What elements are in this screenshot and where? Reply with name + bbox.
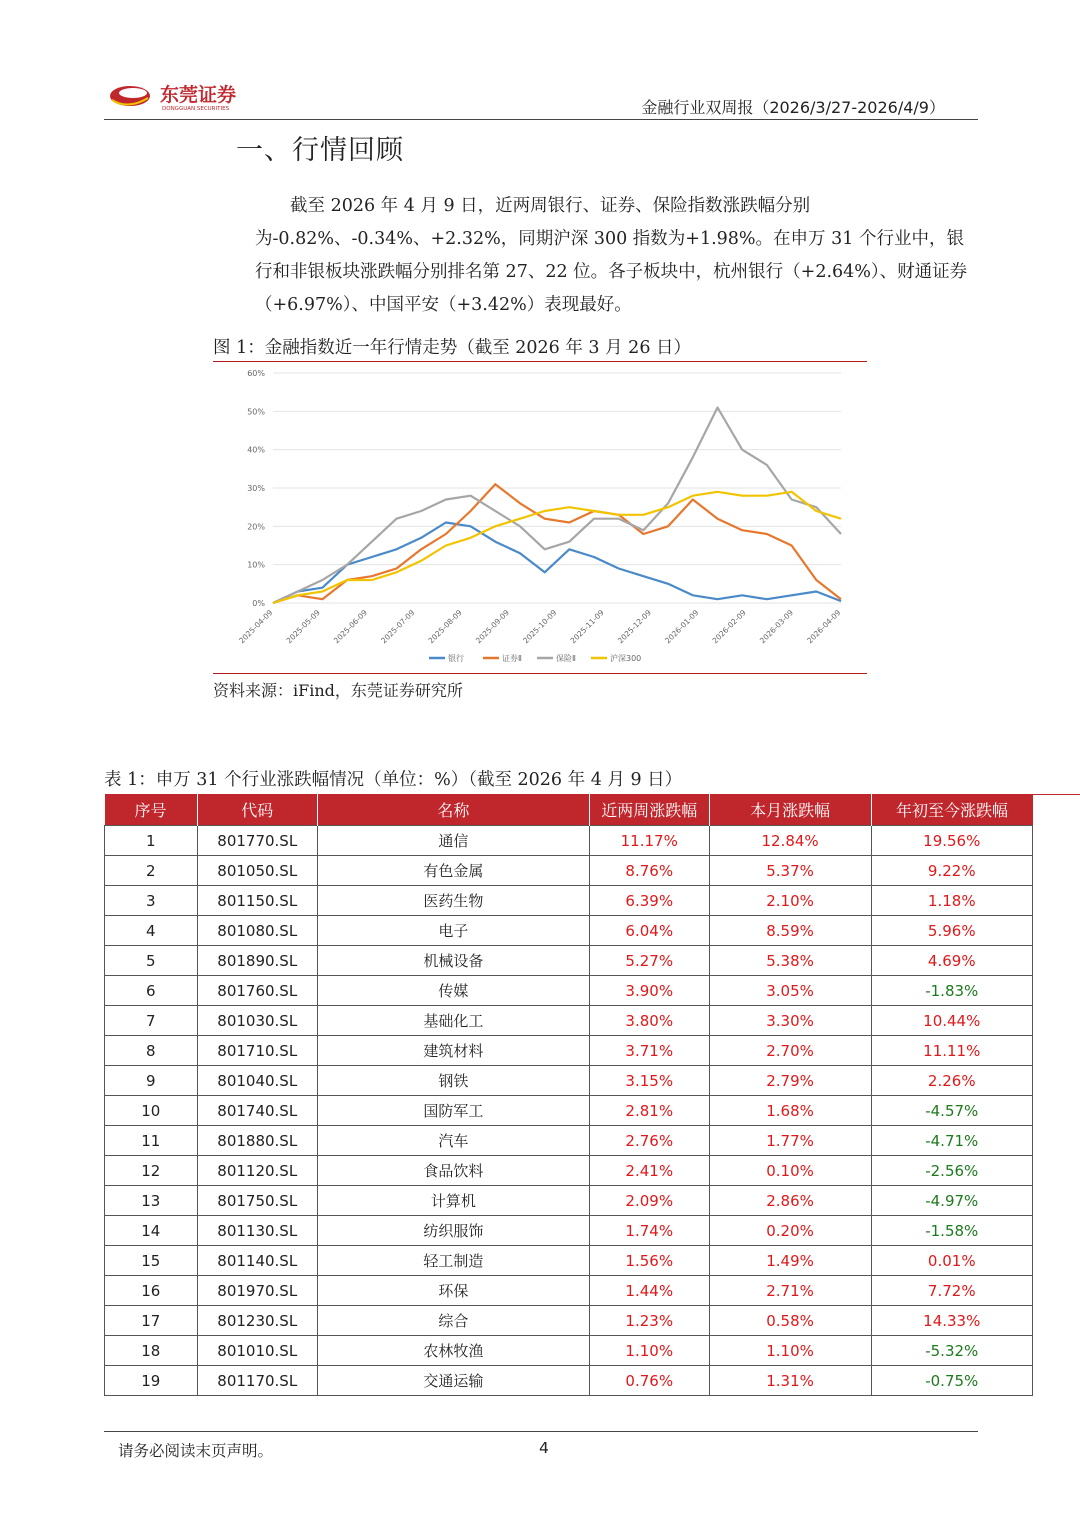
cell-ytd: -4.71% <box>871 1126 1032 1156</box>
cell-name: 国防军工 <box>317 1096 589 1126</box>
financial-index-line-chart <box>213 362 867 672</box>
cell-month: 5.37% <box>709 856 871 886</box>
table-row <box>105 1306 1033 1336</box>
col-header-name: 名称 <box>317 794 589 826</box>
cell-month: 8.59% <box>709 916 871 946</box>
cell-ytd: 1.18% <box>871 886 1032 916</box>
cell-index: 17 <box>105 1306 198 1336</box>
y-tick-label: 0% <box>252 599 265 608</box>
cell-two-week: 6.39% <box>589 886 709 916</box>
y-tick-label: 20% <box>247 522 265 532</box>
cell-code: 801970.SL <box>197 1276 317 1306</box>
cell-name: 综合 <box>317 1306 589 1336</box>
cell-month: 1.68% <box>709 1096 871 1126</box>
report-title: 金融行业双周报（2026/3/27-2026/4/9） <box>641 98 945 117</box>
table-row <box>105 976 1033 1006</box>
cell-month: 2.10% <box>709 886 871 916</box>
cell-ytd: 9.22% <box>871 856 1032 886</box>
cell-code: 801080.SL <box>197 916 317 946</box>
table-row <box>105 1246 1033 1276</box>
cell-code: 801880.SL <box>197 1126 317 1156</box>
series-line-1 <box>273 484 841 603</box>
cell-index: 16 <box>105 1276 198 1306</box>
cell-name: 电子 <box>317 916 589 946</box>
cell-month: 2.70% <box>709 1036 871 1066</box>
col-header-code: 代码 <box>197 794 317 826</box>
cell-index: 18 <box>105 1336 198 1366</box>
col-header-two-week: 近两周涨跌幅 <box>589 794 709 826</box>
cell-ytd: 10.44% <box>871 1006 1032 1036</box>
col-header-month: 本月涨跌幅 <box>709 794 871 826</box>
cell-name: 有色金属 <box>317 856 589 886</box>
cell-code: 801010.SL <box>197 1336 317 1366</box>
cell-code: 801140.SL <box>197 1246 317 1276</box>
cell-name: 钢铁 <box>317 1066 589 1096</box>
cell-code: 801170.SL <box>197 1366 317 1396</box>
cell-index: 8 <box>105 1036 198 1066</box>
x-tick-label: 2025-06-09 <box>331 608 370 646</box>
cell-month: 5.38% <box>709 946 871 976</box>
brand-name-cn: 东莞证券 <box>160 84 237 106</box>
cell-index: 13 <box>105 1186 198 1216</box>
cell-two-week: 3.71% <box>589 1036 709 1066</box>
cell-month: 2.86% <box>709 1186 871 1216</box>
cell-month: 0.20% <box>709 1216 871 1246</box>
cell-month: 1.31% <box>709 1366 871 1396</box>
cell-two-week: 3.15% <box>589 1066 709 1096</box>
page-number: 4 <box>539 1439 549 1457</box>
cell-code: 801040.SL <box>197 1066 317 1096</box>
table-row <box>105 1336 1033 1366</box>
table-header-row <box>105 794 1033 826</box>
cell-month: 12.84% <box>709 826 871 856</box>
series-line-2 <box>273 408 841 604</box>
series-line-0 <box>273 523 841 604</box>
cell-two-week: 1.56% <box>589 1246 709 1276</box>
x-tick-label: 2026-02-09 <box>710 608 748 646</box>
cell-code: 801710.SL <box>197 1036 317 1066</box>
table-row <box>105 826 1033 856</box>
cell-ytd: 7.72% <box>871 1276 1032 1306</box>
cell-ytd: 4.69% <box>871 946 1032 976</box>
footer-divider <box>104 1431 978 1432</box>
cell-two-week: 2.41% <box>589 1156 709 1186</box>
cell-name: 基础化工 <box>317 1006 589 1036</box>
table-row <box>105 946 1033 976</box>
cell-ytd: -4.97% <box>871 1186 1032 1216</box>
cell-name: 食品饮料 <box>317 1156 589 1186</box>
cell-code: 801750.SL <box>197 1186 317 1216</box>
cell-index: 10 <box>105 1096 198 1126</box>
x-tick-label: 2026-03-09 <box>757 608 796 646</box>
y-tick-label: 40% <box>247 445 265 455</box>
table-row <box>105 916 1033 946</box>
y-tick-label: 10% <box>247 560 265 570</box>
summary-paragraph: 截至 2026 年 4 月 9 日，近两周银行、证券、保险指数涨跌幅分别为-0.82%、-0.34%、+2.32%，同期沪深 300 指数为+1.98%。在申万 31 个行业中，银行和非银板块涨跌幅分别排名第 27、22 位。各子板块中，杭州银行（+2.64%）、财通证券（+6.97%）、中国平安（+3.42%）表现最好。 <box>255 196 968 315</box>
cell-index: 3 <box>105 886 198 916</box>
cell-name: 农林牧渔 <box>317 1336 589 1366</box>
table-row <box>105 1186 1033 1216</box>
cell-two-week: 3.90% <box>589 976 709 1006</box>
dongguan-securities-logo <box>108 80 288 114</box>
brand-name-en: DONGGUAN SECURITIES <box>162 106 230 112</box>
x-tick-label: 2026-04-09 <box>805 608 843 646</box>
cell-name: 医药生物 <box>317 886 589 916</box>
cell-code: 801760.SL <box>197 976 317 1006</box>
cell-name: 通信 <box>317 826 589 856</box>
header-divider <box>104 119 978 120</box>
cell-index: 7 <box>105 1006 198 1036</box>
table-row <box>105 1366 1033 1396</box>
cell-code: 801770.SL <box>197 826 317 856</box>
table-row <box>105 1096 1033 1126</box>
cell-name: 纺织服饰 <box>317 1216 589 1246</box>
cell-index: 12 <box>105 1156 198 1186</box>
table-row <box>105 856 1033 886</box>
table-row <box>105 1126 1033 1156</box>
cell-index: 19 <box>105 1366 198 1396</box>
legend-label-1: 证券Ⅱ <box>502 654 522 663</box>
legend-label-3: 沪深300 <box>610 654 642 663</box>
cell-two-week: 11.17% <box>589 826 709 856</box>
cell-code: 801150.SL <box>197 886 317 916</box>
cell-month: 1.10% <box>709 1336 871 1366</box>
series-line-3 <box>273 492 841 603</box>
cell-name: 环保 <box>317 1276 589 1306</box>
cell-two-week: 5.27% <box>589 946 709 976</box>
cell-code: 801120.SL <box>197 1156 317 1186</box>
cell-name: 计算机 <box>317 1186 589 1216</box>
cell-name: 机械设备 <box>317 946 589 976</box>
cell-ytd: 14.33% <box>871 1306 1032 1336</box>
figure-caption: 图 1：金融指数近一年行情走势（截至 2026 年 3 月 26 日） <box>213 338 692 358</box>
cell-index: 5 <box>105 946 198 976</box>
legend-label-2: 保险Ⅱ <box>556 654 576 663</box>
cell-code: 801050.SL <box>197 856 317 886</box>
y-tick-label: 30% <box>247 484 265 493</box>
industry-performance-table <box>104 794 1033 1396</box>
table-row <box>105 1036 1033 1066</box>
section-title: 一、行情回顾 <box>236 135 404 166</box>
cell-two-week: 3.80% <box>589 1006 709 1036</box>
table-row <box>105 886 1033 916</box>
cell-ytd: -2.56% <box>871 1156 1032 1186</box>
cell-code: 801230.SL <box>197 1306 317 1336</box>
cell-month: 2.79% <box>709 1066 871 1096</box>
cell-ytd: 19.56% <box>871 826 1032 856</box>
cell-month: 1.49% <box>709 1246 871 1276</box>
table-row <box>105 1276 1033 1306</box>
cell-two-week: 8.76% <box>589 856 709 886</box>
cell-index: 14 <box>105 1216 198 1246</box>
table-row <box>105 1216 1033 1246</box>
cell-name: 汽车 <box>317 1126 589 1156</box>
cell-month: 1.77% <box>709 1126 871 1156</box>
cell-index: 9 <box>105 1066 198 1096</box>
x-tick-label: 2025-12-09 <box>615 608 654 646</box>
cell-name: 轻工制造 <box>317 1246 589 1276</box>
cell-name: 建筑材料 <box>317 1036 589 1066</box>
cell-ytd: -5.32% <box>871 1336 1032 1366</box>
table-row <box>105 1066 1033 1096</box>
cell-index: 15 <box>105 1246 198 1276</box>
x-tick-label: 2025-04-09 <box>237 608 275 646</box>
cell-ytd: 11.11% <box>871 1036 1032 1066</box>
table-row <box>105 1006 1033 1036</box>
x-tick-label: 2026-01-09 <box>663 608 701 646</box>
cell-month: 2.71% <box>709 1276 871 1306</box>
col-header-ytd: 年初至今涨跌幅 <box>871 794 1032 826</box>
cell-ytd: -0.75% <box>871 1366 1032 1396</box>
x-tick-label: 2025-05-09 <box>284 608 322 646</box>
y-tick-label: 60% <box>247 369 265 378</box>
x-tick-label: 2025-07-09 <box>379 608 417 646</box>
x-tick-label: 2025-09-09 <box>473 608 512 646</box>
cell-two-week: 1.44% <box>589 1276 709 1306</box>
cell-two-week: 2.76% <box>589 1126 709 1156</box>
cell-ytd: -1.58% <box>871 1216 1032 1246</box>
cell-index: 11 <box>105 1126 198 1156</box>
figure-bottom-rule <box>213 673 867 674</box>
cell-ytd: 0.01% <box>871 1246 1032 1276</box>
table-header-extension-line <box>1033 794 1080 795</box>
x-tick-label: 2025-08-09 <box>426 608 464 646</box>
x-tick-label: 2025-10-09 <box>521 608 559 646</box>
cell-month: 3.30% <box>709 1006 871 1036</box>
cell-month: 0.58% <box>709 1306 871 1336</box>
y-tick-label: 50% <box>247 407 265 417</box>
cell-month: 0.10% <box>709 1156 871 1186</box>
cell-code: 801740.SL <box>197 1096 317 1126</box>
cell-name: 传媒 <box>317 976 589 1006</box>
legend-label-0: 银行 <box>448 654 464 663</box>
table-caption: 表 1：申万 31 个行业涨跌幅情况（单位：%）（截至 2026 年 4 月 9 日） <box>104 770 683 790</box>
cell-ytd: -1.83% <box>871 976 1032 1006</box>
cell-index: 6 <box>105 976 198 1006</box>
x-tick-label: 2025-11-09 <box>568 608 606 646</box>
cell-code: 801130.SL <box>197 1216 317 1246</box>
cell-two-week: 1.23% <box>589 1306 709 1336</box>
cell-two-week: 2.81% <box>589 1096 709 1126</box>
cell-ytd: 5.96% <box>871 916 1032 946</box>
cell-two-week: 1.10% <box>589 1336 709 1366</box>
cell-index: 4 <box>105 916 198 946</box>
cell-code: 801030.SL <box>197 1006 317 1036</box>
cell-index: 2 <box>105 856 198 886</box>
cell-two-week: 6.04% <box>589 916 709 946</box>
col-header-index: 序号 <box>105 794 198 826</box>
cell-two-week: 0.76% <box>589 1366 709 1396</box>
figure-source: 资料来源：iFind，东莞证券研究所 <box>213 681 463 700</box>
cell-code: 801890.SL <box>197 946 317 976</box>
cell-index: 1 <box>105 826 198 856</box>
cell-two-week: 2.09% <box>589 1186 709 1216</box>
cell-month: 3.05% <box>709 976 871 1006</box>
cell-two-week: 1.74% <box>589 1216 709 1246</box>
cell-name: 交通运输 <box>317 1366 589 1396</box>
cell-ytd: -4.57% <box>871 1096 1032 1126</box>
table-row <box>105 1156 1033 1186</box>
cell-ytd: 2.26% <box>871 1066 1032 1096</box>
footer-disclaimer: 请务必阅读末页声明。 <box>118 1442 274 1460</box>
